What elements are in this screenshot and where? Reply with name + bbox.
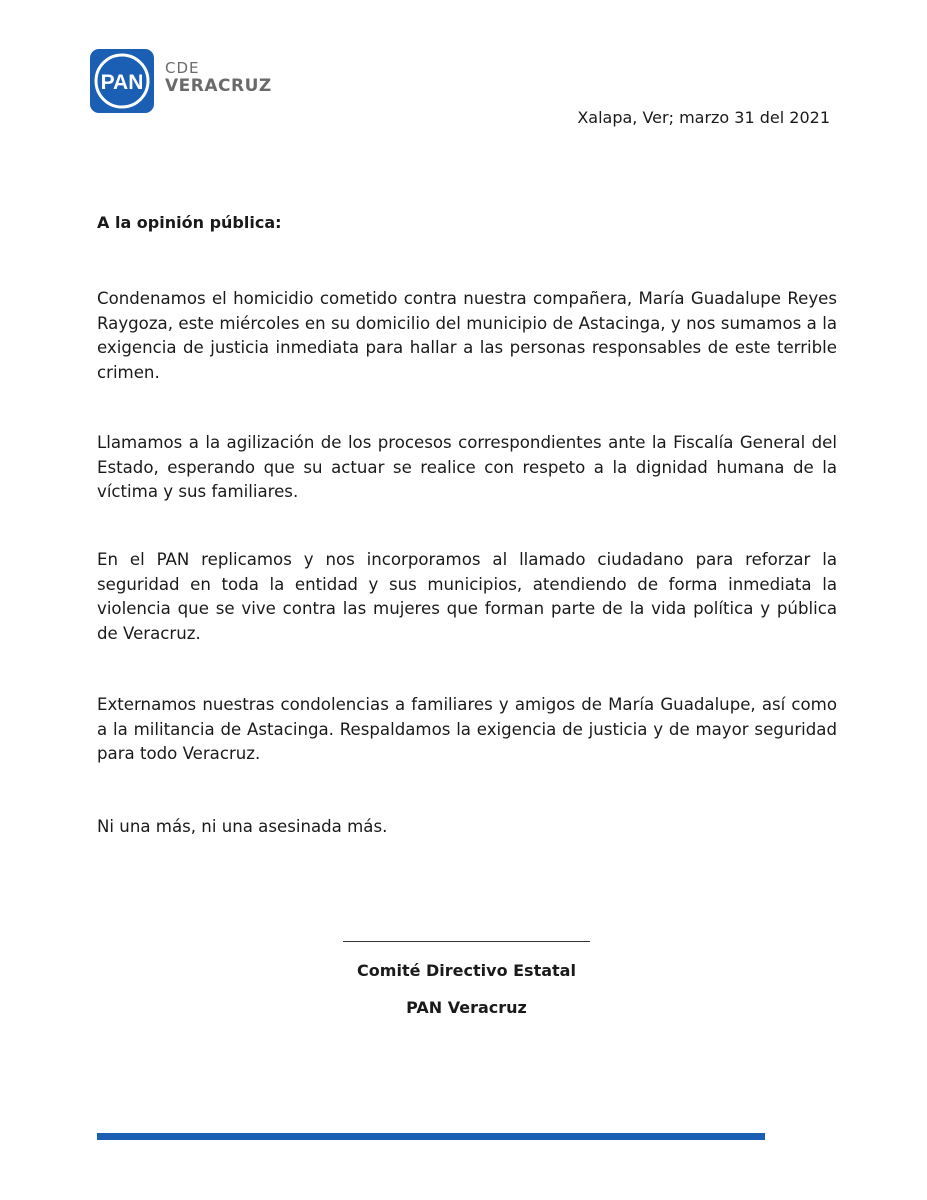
paragraph-1: Condenamos el homicidio cometido contra nuestra compañera, María Guadalupe Reyes Raygoza, este miércoles en su domicilio del municipio de Astacinga, y nos sumamos a la exigencia de justicia inmediata para hallar a las personas responsables de este terrible crimen. (97, 289, 837, 382)
logo-line-1: CDE (165, 59, 200, 77)
paragraph-3: En el PAN replicamos y nos incorporamos al llamado ciudadano para reforzar la seguridad en toda la entidad y sus municipios, atendiendo de forma inmediata la violencia que se vive contra las mujeres que forman parte de la vida política y pública de Veracruz. (97, 550, 837, 643)
signature-line (343, 941, 590, 942)
logo-text (165, 61, 272, 95)
emblem-text: PAN (100, 71, 144, 94)
paragraph-2: Llamamos a la agilización de los procesos correspondientes ante la Fiscalía General del Estado, esperando que su actuar se realice con respeto a la dignidad humana de la víctima y sus familiares. (97, 433, 837, 501)
closing-line: Ni una más, ni una asesinada más. (97, 817, 388, 836)
pan-emblem-icon (90, 49, 154, 113)
logo-line-2: VERACRUZ (165, 76, 272, 96)
paragraph-4: Externamos nuestras condolencias a familiares y amigos de María Guadalupe, así como a la militancia de Astacinga. Respaldamos la exigencia de justicia y de mayor seguridad para todo Veracruz. (97, 695, 837, 763)
salutation: A la opinión pública: (97, 213, 282, 232)
pan-emblem (90, 49, 154, 113)
footer-bar (97, 1133, 765, 1140)
signature-name: PAN Veracruz (406, 998, 527, 1017)
document-date: Xalapa, Ver; marzo 31 del 2021 (577, 108, 830, 127)
pan-logo (90, 49, 280, 115)
signature-organization: Comité Directivo Estatal (357, 961, 576, 980)
